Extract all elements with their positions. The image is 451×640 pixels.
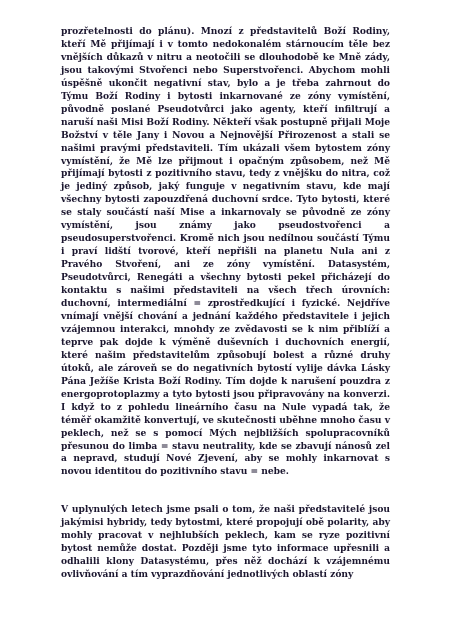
- body-paragraph: V uplynulých letech jsme psali o tom, že naši představitelé jsou jakýmisi hybridy, tedy bytostmi, které propojují obě polarity, aby mohly pracovat v nejhlubších peklech, kam se ryze pozitivní bytost nemůže dostat. Později jsme tyto informace upřesnili a odhalili klony Datasystému, přes něž dochází k vzájemnému ovlivňování a tím vyprazdňování jednotlivých oblastí zóny: [61, 504, 390, 580]
- body-paragraph: prozřetelnosti do plánu). Mnozí z představitelů Boží Rodiny, kteří Mě přijímají i v tomto nedokonalém stárnoucím těle bez vnějších důkazů v nitru a neotočili se dlouhodobě ke Mně zády, jsou takovými Stvořenci nebo Superstvořenci. Abychom mohli úspěšně ukončit negativní stav, bylo a je třeba zahrnout do Týmu Boží Rodiny i bytosti inkarnované ze zóny vymístění, původně poslané Pseudotvůrci jako agenty, kteří infiltrují a naruší naši Misi Boží Rodiny. Někteří však postupně přijali Moje Božství v těle Jany i Novou a Nejnovější Přirozenost a stali se našimi pravými představiteli. Tím ukázali všem bytostem zóny vymístění, že Mě lze přijmout i opačným způsobem, než Mě přijímají bytosti z pozitivního stavu, tedy z vnějšku do nitra, což je jediný způsob, jaký funguje v negativním stavu, kde mají všechny bytosti zapouzdřená duchovní srdce. Tyto bytosti, které se staly součástí naší Mise a inkarnovaly se původně ze zóny vymístění, jsou známy jako pseudostvořenci a pseudosuperstvořenci. Kromě nich jsou nedílnou součástí Týmu i praví lidští tvorové, kteří nepřišli na planetu Nula ani z Pravého Stvoření, ani ze zóny vymístění. Datasystém, Pseudotvůrci, Renegáti a všechny bytosti pekel přicházejí do kontaktu s našimi představiteli na všech třech úrovních: duchovní, intermediální = zprostředkující i fyzické. Nejdříve vnímají vnější chování a jednání každého představitele i jejich vzájemnou interakci, mnohdy ze zvědavosti se k nim přiblíží a teprve pak dojde k výměně duševních i duchovních energií, které našim představitelům způsobují bolest a různé druhy útoků, ale zároveň se do negativních bytostí vylije dávka Lásky Pána Ježíše Krista Boží Rodiny. Tím dojde k narušení pouzdra z energoprotoplazmy a tyto bytosti jsou připravovány na konverzi. I když to z pohledu lineárního času na Nule vypadá tak, že téměř okamžitě konvertují, ve skutečnosti uběhne mnoho času v peklech, než se s pomocí Mých nejbližších spolupracovníků přesunou do limba = stavu neutrality, kde se zbavují nánosů zel a nepravd, studují Nové Zjevení, aby se mohly inkarnovat s novou identitou do pozitivního stavu = nebe.: [61, 26, 390, 478]
